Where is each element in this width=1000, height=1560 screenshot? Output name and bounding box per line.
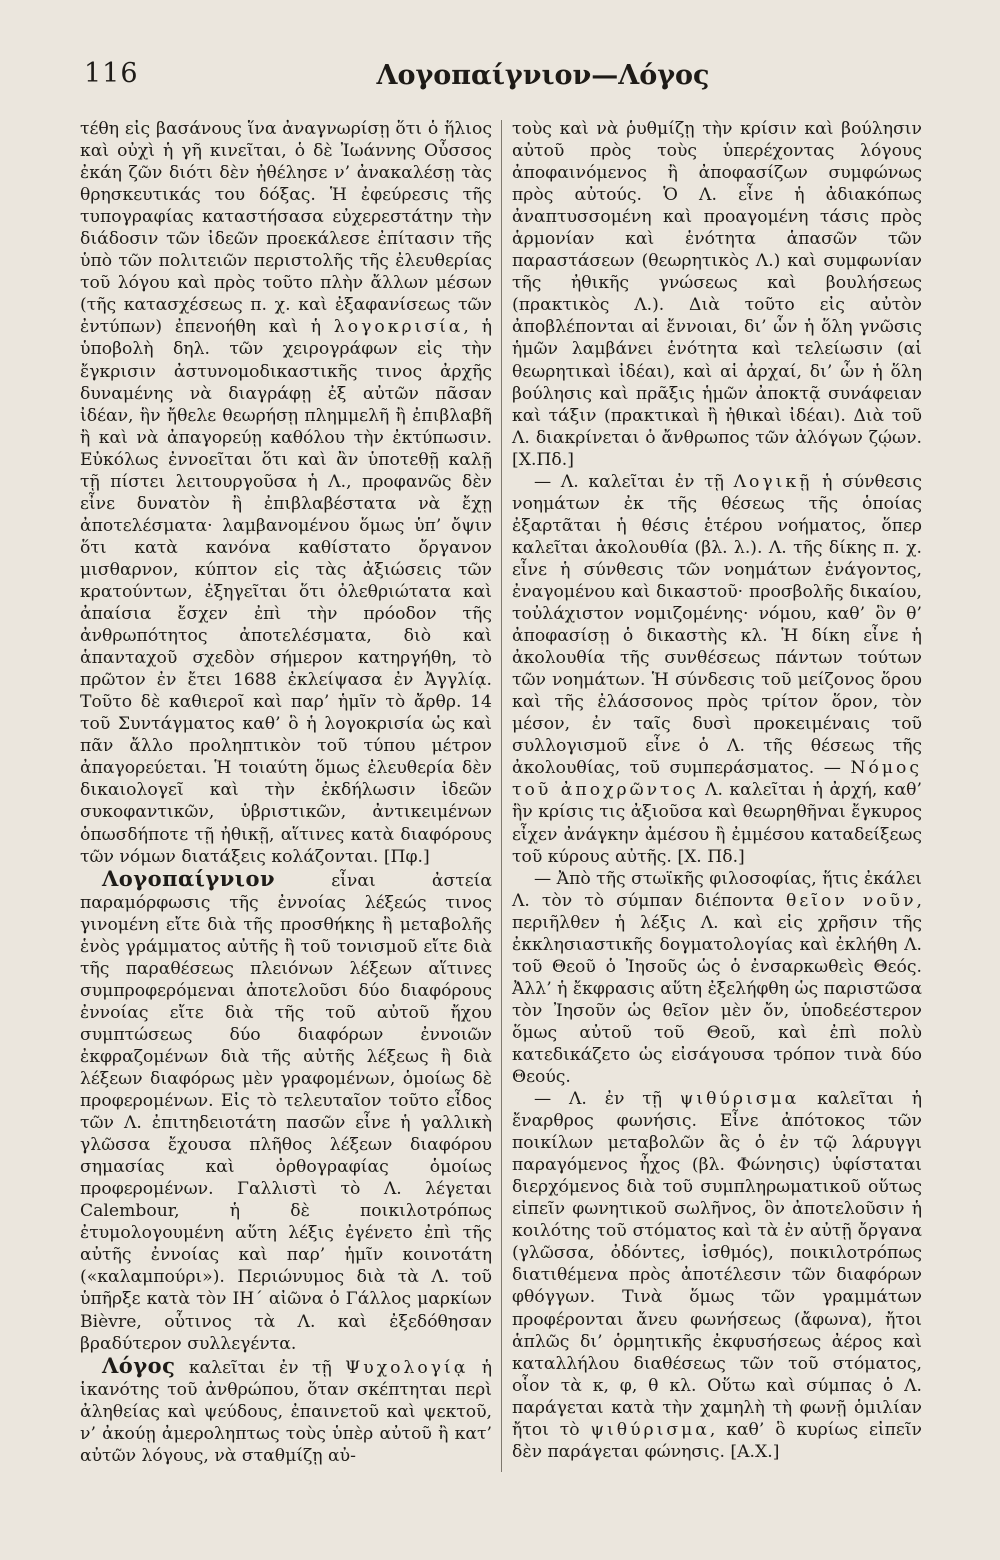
spaced-term: Ψυχολογίᾳ xyxy=(345,1357,469,1378)
headword: Λογοπαίγνιον xyxy=(102,865,276,891)
spaced-term: Λογικῇ xyxy=(733,471,813,492)
page-header xyxy=(78,58,938,98)
running-head: Λογοπαίγνιον—Λόγος xyxy=(376,60,710,91)
paragraph-physiology: — Λ. ἐν τῇ ψιθύρισμα καλεῖται ἡ ἔναρθρος φωνήσις. Εἶνε ἀπότοκος τῶν ποικίλων μεταβολῶν ἃς ὁ ἐν τῷ λάρυγγι παραγόμενος ἦχος (βλ. Φώνησις) ὑφίσταται διερχόμενος διὰ τοῦ συμπληρωματικοῦ οὕτως εἰπεῖν φωνητικοῦ σωλῆνος, ὃν ἀποτελοῦσιν ἡ κοιλότης τοῦ στόματος καὶ τὰ ἐν αὐτῇ ὄργανα (γλῶσσα, ὀδόντες, ἰσθμός), ποικιλοτρόπως διατιθέμενα πρὸς ἀποτέλεσιν τῶν διαφόρων φθόγγων. Τινὰ ὅμως τῶν γραμμάτων προφέρονται ἄνευ φωνήσεως (ἄφωνα), ἤτοι ἁπλῶς δι’ ὁρμητικῆς ἐκφυσήσεως ἀέρος καὶ καταλλήλου διαθέσεως τῶν τοῦ στόματος, οἷον τὰ κ, φ, θ κλ. Οὕτω καὶ σύμπας ὁ Λ. παράγεται κατὰ τὴν χαμηλὴ τὴ φωνῇ ὁμιλίαν ἤτοι τὸ ψιθύρισμα, καθ’ ὃ κυρίως εἰπεῖν δὲν παράγεται φώνησις. [Α.Χ.] xyxy=(512,1089,923,1462)
paragraph-psychology: τοὺς καὶ νὰ ῥυθμίζῃ τὴν κρίσιν καὶ βούλησιν αὐτοῦ πρὸς τοὺς ὑπερέχοντας λόγους ἀποφαινόμενος ἢ ἀποφασίζων συμφώνως πρὸς αὐτούς. Ὁ Λ. εἶνε ἡ ἀδιακόπως ἀναπτυσσομένη καὶ προαγομένη τάσις πρὸς ἁρμονίαν καὶ ἑνότητα ἁπασῶν τῶν παραστάσεων (θεωρητικὸς Λ.) καὶ συμφωνίαν τῆς ἠθικῆς γνώσεως καὶ βουλήσεως (πρακτικὸς Λ.). Διὰ τοῦτο εἰς αὐτὸν ἀποβλέπονται αἱ ἔννοιαι, δι’ ὧν ἡ ὅλη γνῶσις ἡμῶν λαμβάνει ἑνότητα καὶ τελείωσιν (αἱ θεωρητικαὶ ἰδέαι), καὶ αἱ ἀρχαί, δι’ ὧν ἡ ὅλη βούλησις καὶ πρᾶξις ἡμῶν ἀποκτᾷ συνάφειαν καὶ τάξιν (πρακτικαὶ ἢ ἠθικαὶ ἰδέαι). Διὰ τοῦ Λ. διακρίνεται ὁ ἄνθρωπος τῶν ἀλόγων ζῴων. [Χ.Πδ.] xyxy=(512,119,922,470)
spaced-term: ψιθύρισμα xyxy=(590,1419,710,1440)
entry-logos: Λόγος καλεῖται ἐν τῇ Ψυχολογίᾳ ἡ ἱκανότης τοῦ ἀνθρώπου, ὅταν σκέπτηται περὶ ἀληθείας καὶ ψεύδους, ἐπαινετοῦ καὶ ψεκτοῦ, ν’ ἀκούῃ ἀμεροληπτως τοὺς ὑπὲρ αὐτοῦ ἢ κατ’ αὐτῶν λόγους, νὰ σταθμίζῃ αὐ- xyxy=(80,1352,493,1466)
right-column xyxy=(512,118,922,1463)
spaced-term: θεῖον νοῦν xyxy=(786,890,917,911)
spaced-term: Νόμος τοῦ ἀποχρῶντος xyxy=(512,758,922,801)
headword: Λόγος xyxy=(102,1352,176,1378)
spaced-term: λογοκρισία xyxy=(333,317,464,338)
entry-logopaignion: Λογοπαίγνιον εἶναι ἀστεία παραμόρφωσις τῆς ἐννοίας λέξεώς τινος γινομένη εἴτε διὰ τῆς προσθήκης ἢ μεταβολῆς ἑνὸς γράμματος αὐτῆς ἢ τοῦ τονισμοῦ εἴτε διὰ τῆς παραθέσεως πλειόνων λέξεων αἵτινες συμπροφερόμεναι ἀποτελοῦσι δύο διαφόρους ἐννοίας εἴτε διὰ τῆς τοῦ αὐτοῦ ἤχου συμπτώσεως δύο διαφόρων ἐννοιῶν ἐκφραζομένων διὰ τῆς αὐτῆς λέξεως ἢ διὰ λέξεων διαφόρως μὲν γραφομένων, ὁμοίως δὲ προφερομένων. Εἰς τὸ τελευταῖον τοῦτο εἶδος τῶν Λ. ἐπιτηδειοτάτη πασῶν εἶνε ἡ γαλλικὴ γλῶσσα ἔχουσα πλῆθος λέξεων διαφόρου σημασίας καὶ ὀρθογραφίας ὁμοίως προφερομένων. Γαλλιστὶ τὸ Λ. λέγεται Calembour, ἡ δὲ ποικιλοτρόπως ἐτυμολογουμένη αὕτη λέξις ἐγένετο ἐπὶ τῆς αὐτῆς ἐννοίας καὶ παρ’ ἡμῖν κοινοτάτη («καλαμπούρι»). Περιώνυμος διὰ τὰ Λ. τοῦ ὑπῆρξε κατὰ τὸν ΙΗ΄ αἰῶνα ὁ Γάλλος μαρκίων Bièvre, οὗτινος τὰ Λ. καὶ ἐξεδόθησαν βραδύτερον συλλεγέντα. xyxy=(80,865,493,1354)
paragraph-censorship: τέθη εἰς βασάνους ἵνα ἀναγνωρίσῃ ὅτι ὁ ἥλιος καὶ οὐχὶ ἡ γῆ κινεῖται, ὁ δὲ Ἰωάννης Οὖσσος ἐκάη ζῶν διότι δὲν ἠθέλησε ν’ ἀνακαλέσῃ τὰς θρησκευτικάς του δόξας. Ἡ ἐφεύρεσις τῆς τυπογραφίας καταστήσασα εὐχερεστάτην τὴν διάδοσιν τῶν ἰδεῶν προεκάλεσε ἐπίτασιν τῆς ὑπὸ τῶν πολιτειῶν περιστολῆς τῆς ἐλευθερίας τοῦ λόγου καὶ πρὸς τοῦτο πλὴν ἄλλων μέσων (τῆς κατασχέσεως π. χ. καὶ ἐξαφανίσεως τῶν ἐντύπων) ἐπενοήθη καὶ ἡ λογοκρισία, ἡ ὑποβολὴ δηλ. τῶν χειρογράφων εἰς τὴν ἔγκρισιν ἀστυνομοδικαστικῆς τινος ἀρχῆς δυναμένης νὰ διαγράφῃ ἐξ αὐτῶν πᾶσαν ἰδέαν, ἣν ἤθελε θεωρήσῃ πλημμελῆ ἢ ἐπιβλαβῆ ἢ καὶ νὰ ἀπαγορεύῃ καθόλου τὴν ἐκτύπωσιν. Εὐκόλως ἐννοεῖται ὅτι καὶ ἂν ὑποτεθῇ καλῇ τῇ πίστει λειτουργοῦσα ἡ Λ., προφανῶς δὲν εἶνε δυνατὸν ἢ ἐπιβλαβέστατα νὰ ἔχῃ ἀποτελέσματα· λαμβανομένου ὅμως ὑπ’ ὄψιν ὅτι κατὰ κανόνα καθίστατο ὄργανον μισθαρνον, κύπτον εἰς τὰς ἀξιώσεις τῶν κρατούντων, ἐξηγεῖται ὅτι ὀλεθριώτατα καὶ ἀπαίσια ἔσχεν ἐπὶ τὴν πρόοδον τῆς ἀνθρωπότητος ἀποτελέσματα, διὸ καὶ ἁπανταχοῦ σχεδὸν σήμερον κατηργήθη, τὸ πρῶτον ἐν ἔτει 1688 ἐκλείψασα ἐν Ἀγγλίᾳ. Τοῦτο δὲ καθιεροῖ καὶ παρ’ ἡμῖν τὸ ἄρθρ. 14 τοῦ Συντάγματος καθ’ ὃ ἡ λογοκρισία ὡς καὶ πᾶν ἄλλο προληπτικὸν τοῦ τύπου μέτρον ἀπαγορεύεται. Ἡ τοιαύτη ὅμως ἐλευθερία δὲν δικαιολογεῖ καὶ τὴν ἐκδήλωσιν ἰδεῶν συκοφαντικῶν, ὑβριστικῶν, ἀντικειμένων ὁπωσδήποτε τῇ ἠθικῇ, αἵτινες κατὰ διαφόρους τῶν νόμων διατάξεις κολάζονται. [Πφ.] xyxy=(80,119,492,867)
left-column xyxy=(80,118,492,1467)
paragraph-theology: — Ἀπὸ τῆς στωϊκῆς φιλοσοφίας, ἥτις ἐκάλει Λ. τὸν τὸ σύμπαν διέποντα θεῖον νοῦν, περιῆλθεν ἡ λέξις Λ. καὶ εἰς χρῆσιν τῆς ἐκκλησιαστικῆς δογματολογίας καὶ ἐκλήθη Λ. τοῦ Θεοῦ ὁ Ἰησοῦς ὡς ὁ ἐνσαρκωθεὶς Θεός. Ἀλλ’ ἡ ἔκφρασις αὕτη ἐξελήφθη ὡς παριστῶσα τὸν Ἰησοῦν ὡς θεῖον μὲν ὄν, ὑποδεέστερον ὅμως αὐτοῦ τοῦ Θεοῦ, καὶ ἐπὶ πολὺ κατεδικάζετο ὡς εἰσάγουσα τρόπον τινὰ δύο Θεούς. xyxy=(512,868,922,1088)
column-divider xyxy=(501,120,502,1472)
page-number: 116 xyxy=(84,58,139,89)
paragraph-logic: — Λ. καλεῖται ἐν τῇ Λογικῇ ἡ σύνθεσις νοημάτων ἐκ τῆς θέσεως τῆς ὁποίας ἐξαρτᾶται ἡ θέσις ἑτέρου νοήματος, ὅπερ καλεῖται ἀκολουθία (βλ. λ.). Λ. τῆς δίκης π. χ. εἶνε ἡ σύνθεσις τῶν νοημάτων ἐνάγοντος, ἐναγομένου καὶ δικαστοῦ· προσβολῆς δικαίου, τοὐλάχιστον νομιζομένης· νόμου, καθ’ ὃν θ’ ἀποφασίσῃ ὁ δικαστὴς κλ. Ἡ δίκη εἶνε ἡ ἀκολουθία τῆς συνθέσεως πάντων τούτων τῶν νοημάτων. Ἡ σύνδεσις τοῦ μείζονος ὅρου καὶ τῆς ἐλάσσονος πρὸς τρίτον ὅρον, τὸν μέσον, ἐν ταῖς δυσὶ προκειμέναις τοῦ συλλογισμοῦ εἶνε ὁ Λ. τῆς θέσεως τῆς ἀκολουθίας, τοῦ συμπεράσματος. — Νόμος τοῦ ἀποχρῶντος Λ. καλεῖται ἡ ἀρχή, καθ’ ἣν κρίσις τις ἀξιοῦσα καὶ θεωρηθῆναι ἔγκυρος εἶχεν ἀνάγκην ἀμέσου ἢ ἐμμέσου καταδείξεως τοῦ κύρους αὐτῆς. [Χ. Πδ.] xyxy=(512,471,923,867)
spaced-term: ψιθύρισμα xyxy=(679,1089,800,1110)
